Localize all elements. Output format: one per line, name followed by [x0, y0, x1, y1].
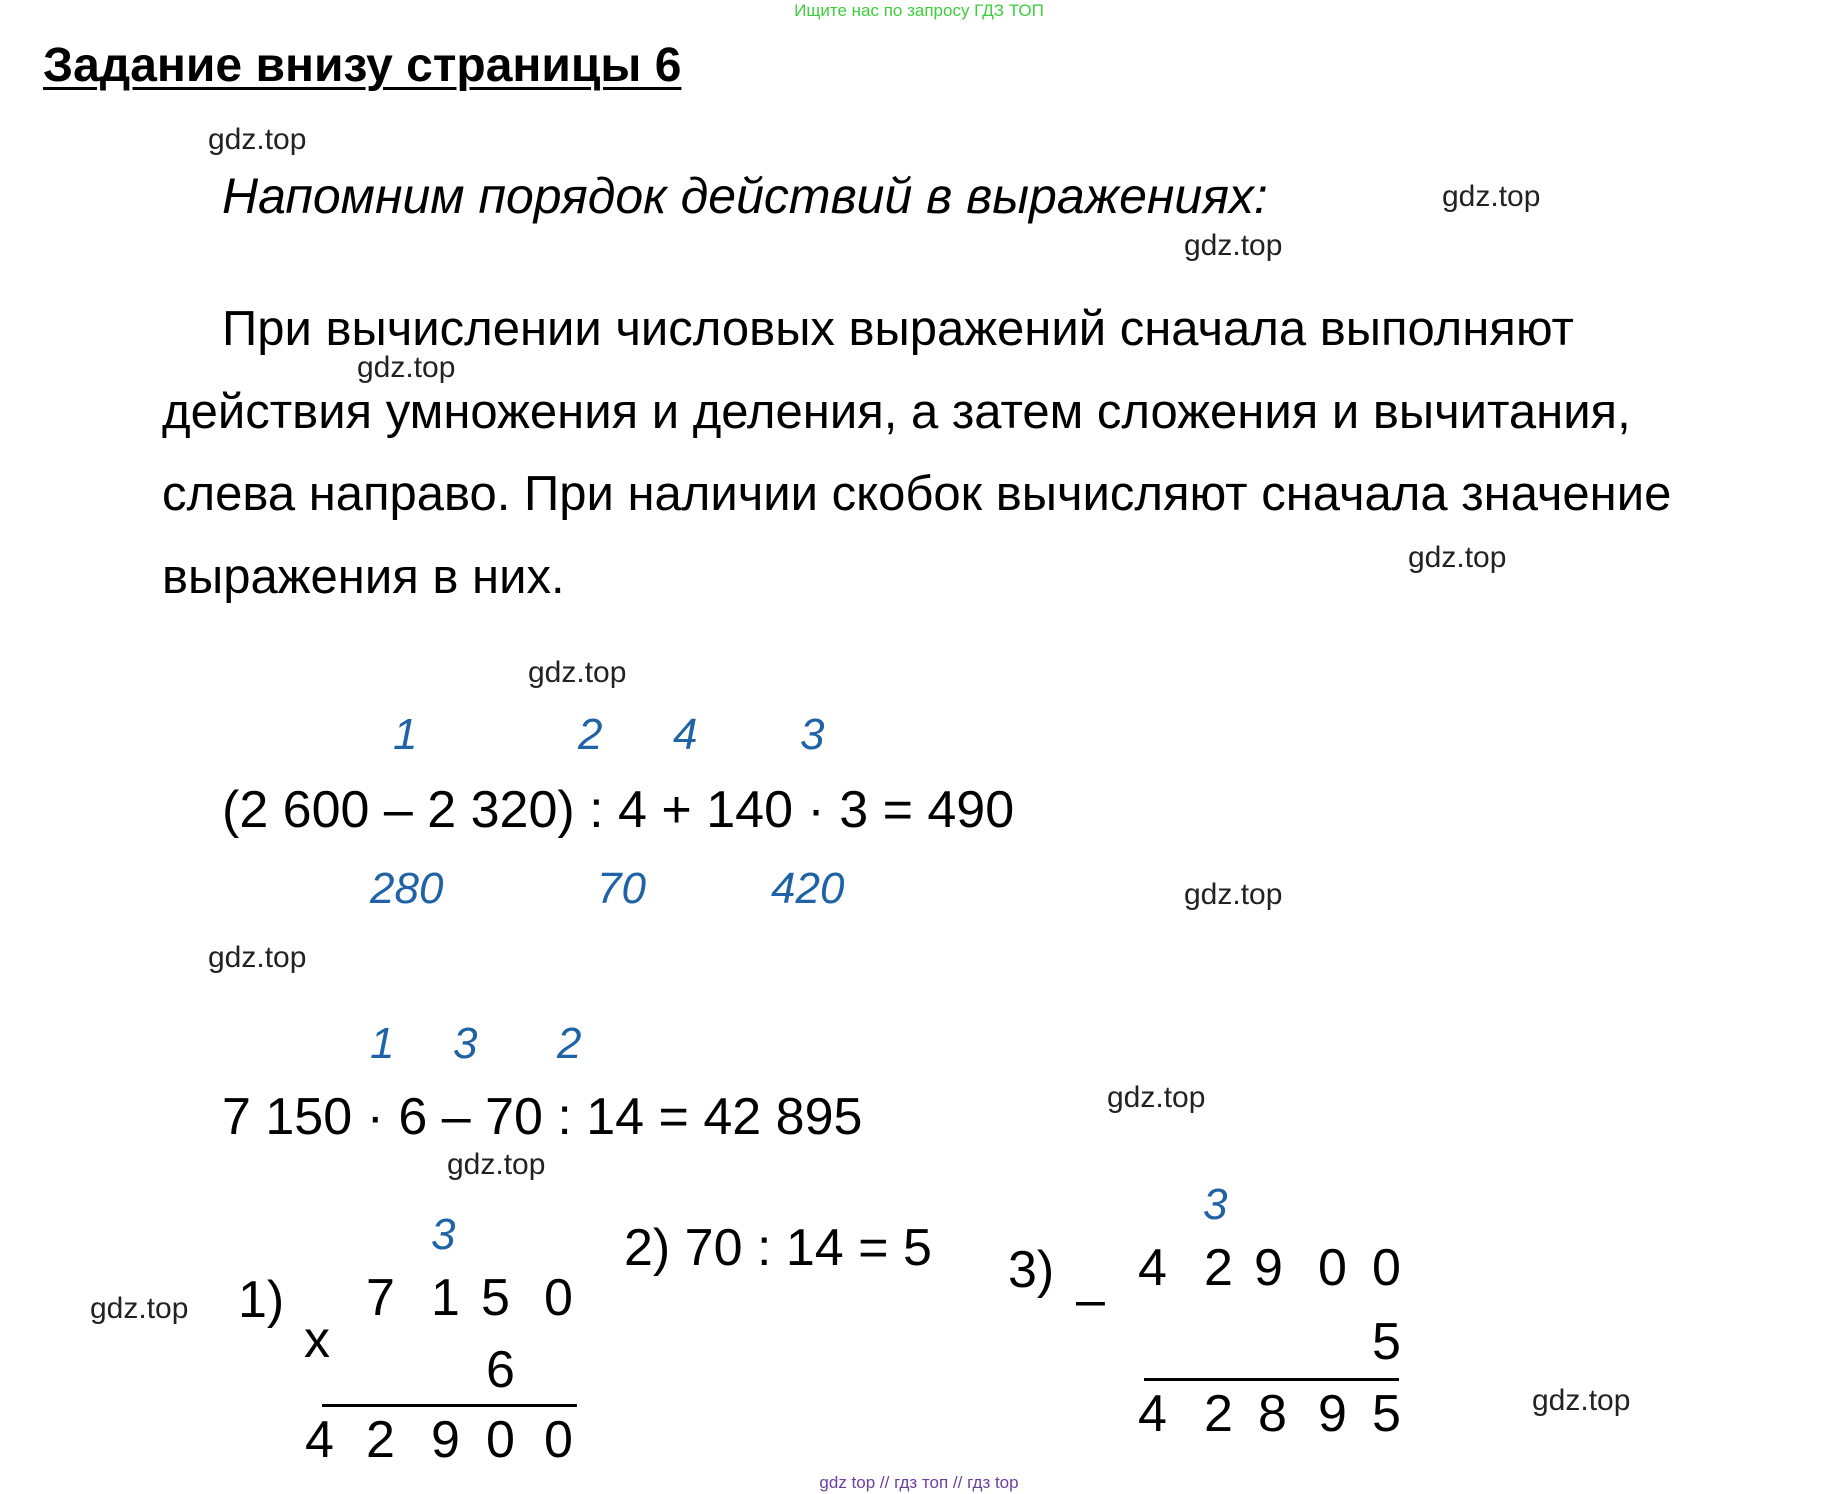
digit: 2 [366, 1411, 395, 1469]
watermark: gdz.top [1184, 229, 1283, 262]
digit: 5 [1372, 1385, 1401, 1443]
watermark: gdz.top [90, 1292, 189, 1325]
digit: 5 [481, 1269, 510, 1327]
digit: 2 [1204, 1239, 1233, 1297]
watermark: gdz.top [1442, 180, 1541, 213]
carry-digit: 3 [431, 1210, 456, 1259]
watermark: gdz.top [1184, 878, 1283, 911]
step-2: 2) 70 : 14 = 5 [624, 1219, 932, 1277]
rule-paragraph [162, 288, 1812, 618]
digit: 4 [1138, 1239, 1167, 1297]
digit: 7 [366, 1269, 395, 1327]
top-banner: Ищите нас по запросу ГДЗ ТОП [794, 1, 1044, 20]
step-1-label: 1) [238, 1271, 285, 1329]
paragraph-line: выражения в них. [162, 549, 565, 604]
digit: 0 [544, 1269, 573, 1327]
watermark: gdz.top [528, 656, 627, 689]
minus-sign: – [1076, 1271, 1105, 1329]
expression-2: 7 150 · 6 – 70 : 14 = 42 895 [222, 1088, 863, 1146]
digit: 5 [1372, 1313, 1401, 1371]
watermark: gdz.top [208, 941, 307, 974]
digit: 4 [1138, 1385, 1167, 1443]
order-number: 2 [557, 1019, 582, 1068]
bottom-banner: gdz top // гдз топ // гдз top [819, 1473, 1019, 1492]
expression-1: (2 600 – 2 320) : 4 + 140 · 3 = 490 [222, 781, 1015, 839]
intermediate-result: 70 [597, 864, 646, 913]
order-number: 4 [673, 710, 698, 759]
order-number: 3 [453, 1019, 478, 1068]
digit: 6 [486, 1341, 515, 1399]
paragraph-line: При вычислении числовых выражений сначала выполняют [222, 302, 1574, 356]
step-3-label: 3) [1008, 1241, 1055, 1299]
intermediate-result: 280 [370, 864, 444, 913]
order-number: 1 [370, 1019, 395, 1068]
digit: 0 [486, 1411, 515, 1469]
subtitle: Напомним порядок действий в выражениях: [222, 168, 1268, 224]
digit: 1 [431, 1269, 460, 1327]
digit: 0 [544, 1411, 573, 1469]
digit: 0 [1318, 1239, 1347, 1297]
watermark: gdz.top [1532, 1384, 1631, 1417]
paragraph-line: слева направо. При наличии скобок вычисляют сначала значение [162, 467, 1672, 521]
borrow-digit: 3 [1203, 1180, 1228, 1229]
digit: 9 [1254, 1239, 1283, 1297]
order-number: 3 [800, 710, 825, 759]
digit: 2 [1204, 1385, 1233, 1443]
intermediate-result: 420 [771, 864, 845, 913]
order-number: 1 [393, 710, 418, 759]
digit: 8 [1258, 1385, 1287, 1443]
digit: 4 [305, 1411, 334, 1469]
order-number: 2 [578, 710, 603, 759]
multiply-sign: x [304, 1311, 330, 1369]
watermark: gdz.top [1107, 1081, 1206, 1114]
result-line [1144, 1378, 1399, 1381]
result-line [322, 1404, 577, 1407]
watermark: gdz.top [447, 1148, 546, 1181]
digit: 0 [1372, 1239, 1401, 1297]
watermark: gdz.top [357, 351, 456, 384]
paragraph-line: действия умножения и деления, а затем сложения и вычитания, [162, 384, 1631, 439]
digit: 9 [431, 1411, 460, 1469]
digit: 9 [1318, 1385, 1347, 1443]
watermark: gdz.top [1408, 541, 1507, 574]
watermark: gdz.top [208, 123, 307, 156]
page-title: Задание внизу страницы 6 [43, 39, 682, 92]
